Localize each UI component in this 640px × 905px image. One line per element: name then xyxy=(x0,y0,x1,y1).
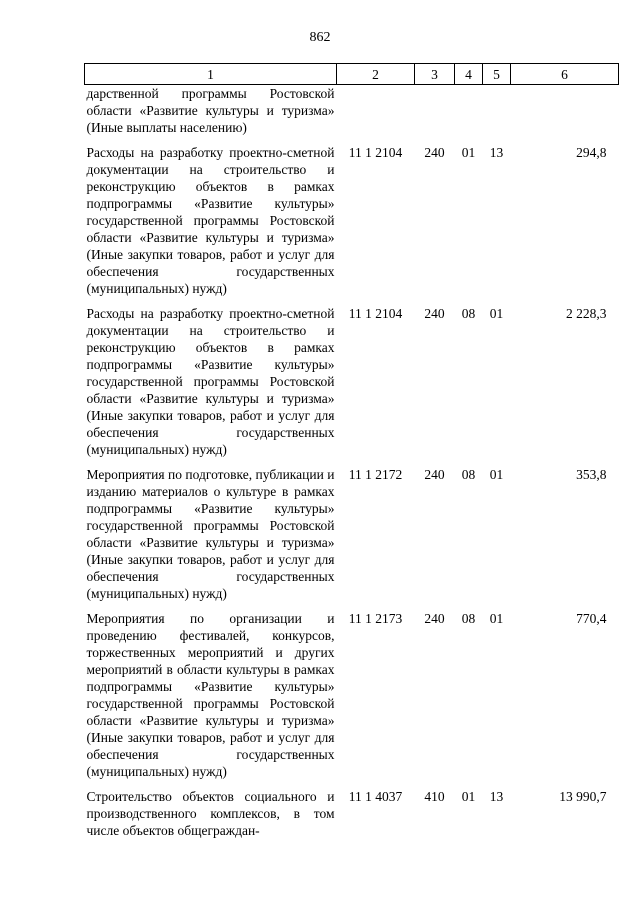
row-target-article: 11 1 2104 xyxy=(348,145,403,160)
budget-table xyxy=(84,63,619,847)
header-col-1: 1 xyxy=(85,64,337,85)
row-description: Строительство объектов социального и производственного комплексов, в том числе объектов общеграждан- xyxy=(86,789,335,838)
row-expense-type: 240 xyxy=(424,611,445,626)
table-header xyxy=(85,64,619,85)
header-col-5: 5 xyxy=(483,64,511,85)
header-col-2: 2 xyxy=(337,64,415,85)
row-section: 08 xyxy=(461,306,476,321)
row-description: Мероприятия по организации и проведению фестивалей, конкурсов, торжественных мероприятий и других мероприятий в области культуры в рамках подпрограммы «Развитие культуры» государственной программы Ростовской области «Развитие культуры и туризма» (Иные закупки товаров, работ и услуг для обеспечения государственных (муниципальных) нужд) xyxy=(86,611,335,779)
header-col-6: 6 xyxy=(511,64,619,85)
row-section: 08 xyxy=(461,611,476,626)
row-target-article: 11 1 2104 xyxy=(348,306,403,321)
table-row xyxy=(85,85,619,145)
row-sum: 770,4 xyxy=(576,611,607,626)
row-expense-type: 240 xyxy=(424,306,445,321)
row-sum: 13 990,7 xyxy=(559,789,607,804)
row-expense-type: 240 xyxy=(424,467,445,482)
row-target-article: 11 1 4037 xyxy=(348,789,403,804)
row-section xyxy=(455,85,483,145)
row-section: 01 xyxy=(461,145,476,160)
row-target-article: 11 1 2173 xyxy=(348,611,403,626)
row-section: 01 xyxy=(461,789,476,804)
row-description: Расходы на разработку проектно-сметной документации на строительство и реконструкцию объектов в рамках подпрограммы «Развитие культуры» государственной программы Ростовской области «Развитие культуры и туризма» (Иные закупки товаров, работ и услуг для обеспечения государственных (муниципальных) нужд) xyxy=(86,145,335,296)
row-description: Расходы на разработку проектно-сметной документации на строительство и реконструкцию объектов в рамках подпрограммы «Развитие культуры» государственной программы Ростовской области «Развитие культуры и туризма» (Иные закупки товаров, работ и услуг для обеспечения государственных (муниципальных) нужд) xyxy=(86,306,335,457)
row-target-article: 11 1 2172 xyxy=(348,467,403,482)
row-target-article xyxy=(337,85,415,145)
row-sum: 353,8 xyxy=(576,467,607,482)
header-col-3: 3 xyxy=(415,64,455,85)
row-section: 08 xyxy=(461,467,476,482)
table-row xyxy=(85,466,619,610)
table-row xyxy=(85,788,619,847)
row-description: дарственной программы Ростовской области «Развитие культуры и туризма» (Иные выплаты населению) xyxy=(86,86,335,135)
row-subsection xyxy=(483,85,511,145)
row-subsection: 01 xyxy=(489,306,504,321)
row-expense-type xyxy=(415,85,455,145)
row-subsection: 13 xyxy=(489,145,504,160)
row-description: Мероприятия по подготовке, публикации и изданию материалов о культуре в рамках подпрограммы «Развитие культуры» государственной программы Ростовской области «Развитие культуры и туризма» (Иные закупки товаров, работ и услуг для обеспечения государственных (муниципальных) нужд) xyxy=(86,467,335,601)
page-number: 862 xyxy=(309,30,331,45)
table-row xyxy=(85,610,619,788)
header-col-4: 4 xyxy=(455,64,483,85)
table-row xyxy=(85,305,619,466)
row-sum xyxy=(511,85,619,145)
row-expense-type: 240 xyxy=(424,145,445,160)
row-sum: 294,8 xyxy=(576,145,607,160)
row-subsection: 13 xyxy=(489,789,504,804)
row-sum: 2 228,3 xyxy=(566,306,607,321)
row-subsection: 01 xyxy=(489,611,504,626)
row-expense-type: 410 xyxy=(424,789,445,804)
row-subsection: 01 xyxy=(489,467,504,482)
table-row xyxy=(85,144,619,305)
